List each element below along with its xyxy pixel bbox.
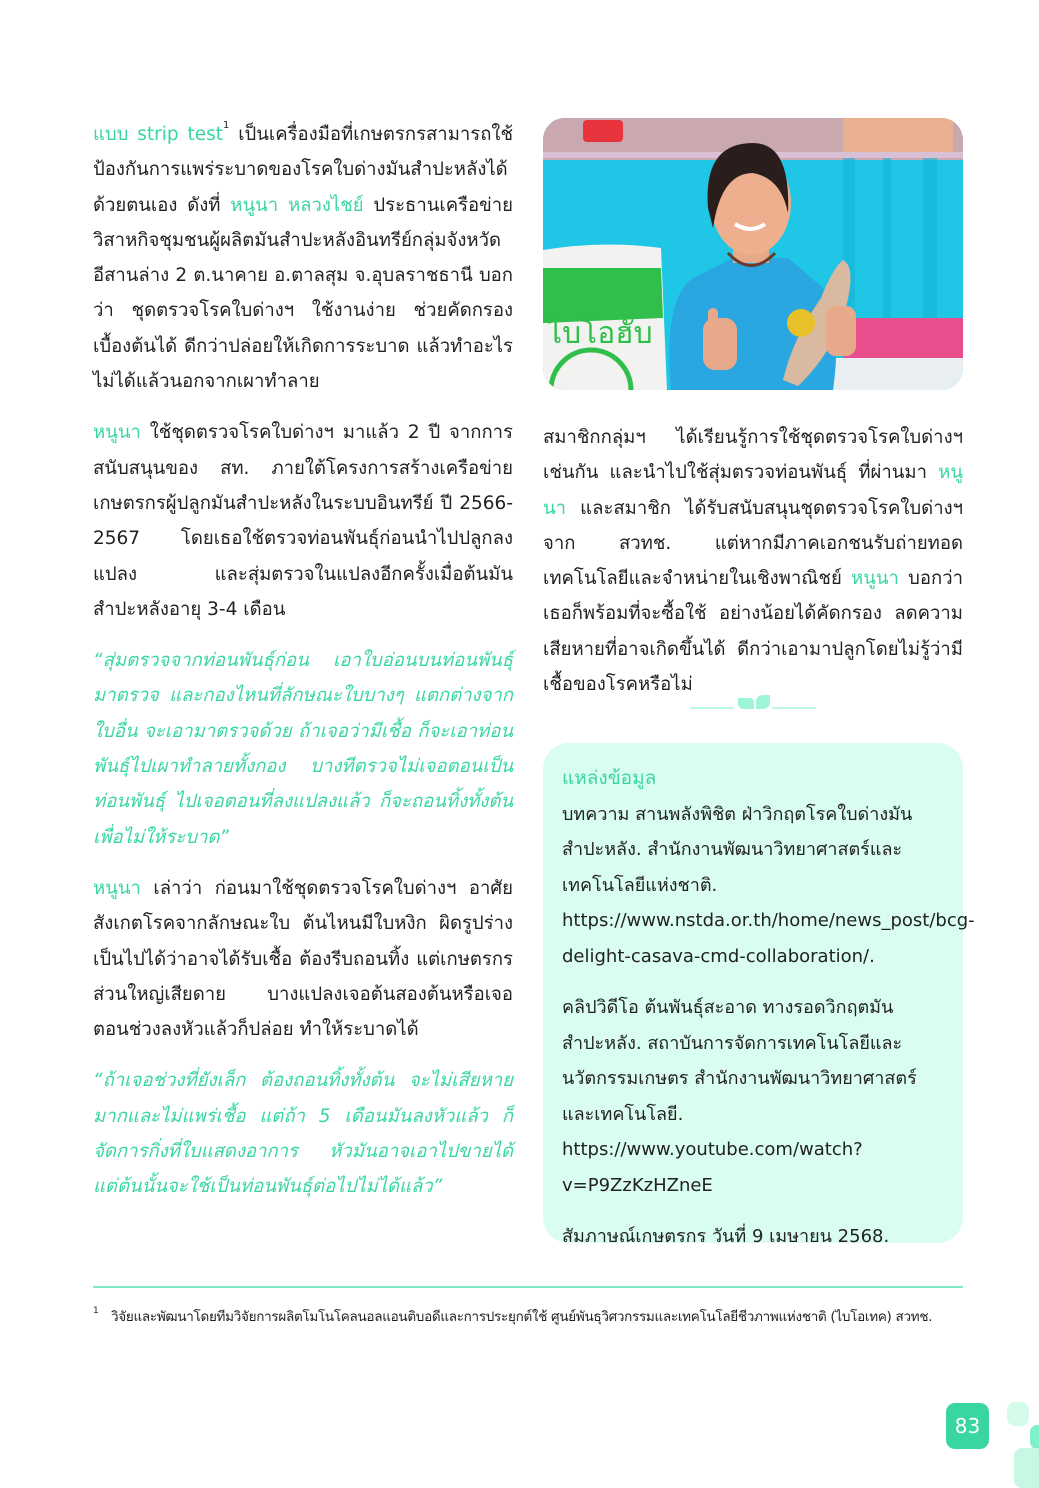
pull-quote [93,643,513,855]
farmer-holding-cassava-image [543,118,963,390]
text-segment: บอกว่า เธอก็พร้อมที่จะซื้อใช้ อย่างน้อยได้คัดกรอง ลดความเสียหายที่อาจเกิดขึ้นได้ ดีกว่าเอามาปลูกโดยไม่รู้ว่ามีเชื้อของโรคหรือไม่ [543,568,963,696]
footnote [93,1301,973,1333]
leaf-divider [690,692,816,710]
body-paragraph [93,871,513,1047]
highlighted-text: หนูนา [93,422,141,444]
footnote-number: 1 [93,1306,99,1316]
body-paragraph [93,117,513,399]
text-segment: “ถ้าเจอช่วงที่ยังเล็ก ต้องถอนทิ้งทั้งต้น จะไม่เสียหายมากและไม่แพร่เชื้อ แต่ถ้า 5 เดือนมันลงหัวแล้ว ก็จัดการกิ่งที่ใบแสดงอาการ หัวมันอาจเอาไปขายได้ แต่ต้นนั้นจะใช้เป็นท่อนพันธุ์ต่อไปไม่ได้แล้ว” [93,1070,513,1198]
source-item: สัมภาษณ์เกษตรกร วันที่ 9 เมษายน 2568. [562,1226,890,1247]
text-segment: สมาชิกกลุ่มฯ ได้เรียนรู้การใช้ชุดตรวจโรคใบด่างฯ เช่นกัน และนำไปใช้สุ่มตรวจท่อนพันธุ์ ที่ผ่านมา [543,427,963,484]
sources-title: แหล่งข้อมูล [562,767,657,789]
decor-block [1014,1448,1039,1488]
text-segment: และสมาชิก ได้รับสนับสนุนชุดตรวจโรคใบด่างฯ จาก สวทช. แต่หากมีภาคเอกชนรับถ่ายทอดเทคโนโลยีและจำหน่ายในเชิงพาณิชย์ [543,497,963,590]
decor-block [1007,1402,1029,1426]
page-number: 83 [946,1403,989,1449]
footnote-text: วิจัยและพัฒนาโดยทีมวิจัยการผลิตโมโนโคลนอลแอนติบอดีและการประยุกต์ใช้ ศูนย์พันธุวิศวกรรมและเทคโนโลยีชีวภาพแห่งชาติ (ไบโอเทค) สวทช. [111,1309,933,1325]
sources-box [543,743,975,1247]
decor-block [1030,1425,1039,1449]
source-item: บทความ สานพลังพิชิต ฝ่าวิกฤตโรคใบด่างมันสำปะหลัง. สำนักงานพัฒนาวิทยาศาสตร์และเทคโนโลยีแห่งชาติ. https://www.nstda.or.th/home/news_post/bcg-delight-casava-cmd-collaboration/. [562,803,975,967]
text-segment: “สุ่มตรวจจากท่อนพันธุ์ก่อน เอาใบอ่อนบนท่อนพันธุ์มาตรวจ และกองไหนที่ลักษณะใบบางๆ แตกต่างจากใบอื่น จะเอามาตรวจด้วย ถ้าเจอว่ามีเชื้อ ก็จะเอาท่อนพันธุ์ไปเผาทำลายทั้งกอง บางทีตรวจไม่เจอตอนเป็นท่อนพันธุ์ ไปเจอตอนที่ลงแปลงแล้ว ก็จะถอนทิ้งทั้งต้น เพื่อไม่ให้ระบาด” [93,650,513,848]
farmer-photo [543,118,963,390]
leaf-icon [756,695,770,709]
footnote-ref: 1 [223,120,230,131]
body-paragraph [543,420,963,702]
pull-quote [93,1063,513,1204]
highlighted-text: หนูนา [93,877,141,899]
left-column [93,117,513,1221]
text-segment: ใช้ชุดตรวจโรคใบด่างฯ มาแล้ว 2 ปี จากการสนับสนุนของ สท. ภายใต้โครงการสร้างเครือข่ายเกษตรกรผู้ปลูกมันสำปะหลังในระบบอินทรีย์ ปี 2566-2567 โดยเธอใช้ตรวจท่อนพันธุ์ก่อนนำไปปลูกลงแปลง และสุ่มตรวจในแปลงอีกครั้งเมื่อต้นมันสำปะหลังอายุ 3-4 เดือน [93,422,513,620]
highlighted-text: หนูนา [543,462,963,519]
leaf-icon [738,698,754,709]
text-segment: เล่าว่า ก่อนมาใช้ชุดตรวจโรคใบด่างฯ อาศัยสังเกตโรคจากลักษณะใบ ต้นไหนมีใบหงิก ผิดรูปร่าง เป็นไปได้ว่าอาจได้รับเชื้อ ต้องรีบถอนทิ้ง แต่เกษตรกรส่วนใหญ่เสียดาย บางแปลงเจอต้นสองต้นหรือเจอตอนช่วงลงหัวแล้วก็ปล่อย ทำให้ระบาดได้ [93,877,513,1041]
footnote-divider [93,1286,963,1288]
text-segment: ประธานเครือข่ายวิสาหกิจชุมชนผู้ผลิตมันสำปะหลังอินทรีย์กลุ่มจังหวัดอีสานล่าง 2 ต.นาคาย อ.ตาลสุม จ.อุบลราชธานี บอกว่า ชุดตรวจโรคใบด่างฯ ใช้งานง่าย ช่วยคัดกรองเบื้องต้นได้ ดีกว่าปล่อยให้เกิดการระบาด แล้วทำอะไรไม่ได้แล้วนอกจากเผาทำลาย [93,194,513,393]
source-item: คลิปวิดีโอ ต้นพันธุ์สะอาด ทางรอดวิกฤตมันสำปะหลัง. สถาบันการจัดการเทคโนโลยีและนวัตกรรมเกษตร สำนักงานพัฒนาวิทยาศาสตร์และเทคโนโลยี. https://www.youtube.com/watch?v=P9ZzKzHZneE [562,997,917,1196]
right-column [543,420,963,718]
bag-logo-text: ไบโอฮับ [547,316,653,351]
highlighted-text: หนูนา [851,568,899,590]
highlighted-text: แบบ strip test [93,124,223,145]
text-segment: เป็นเครื่องมือที่เกษตรกรสามารถใช้ป้องกันการแพร่ระบาดของโรคใบด่างมันสำปะหลังได้ด้วยตนเอง ดังที่ [93,124,513,216]
body-paragraph [93,415,513,627]
highlighted-text: หนูนา หลวงไชย์ [230,194,364,216]
